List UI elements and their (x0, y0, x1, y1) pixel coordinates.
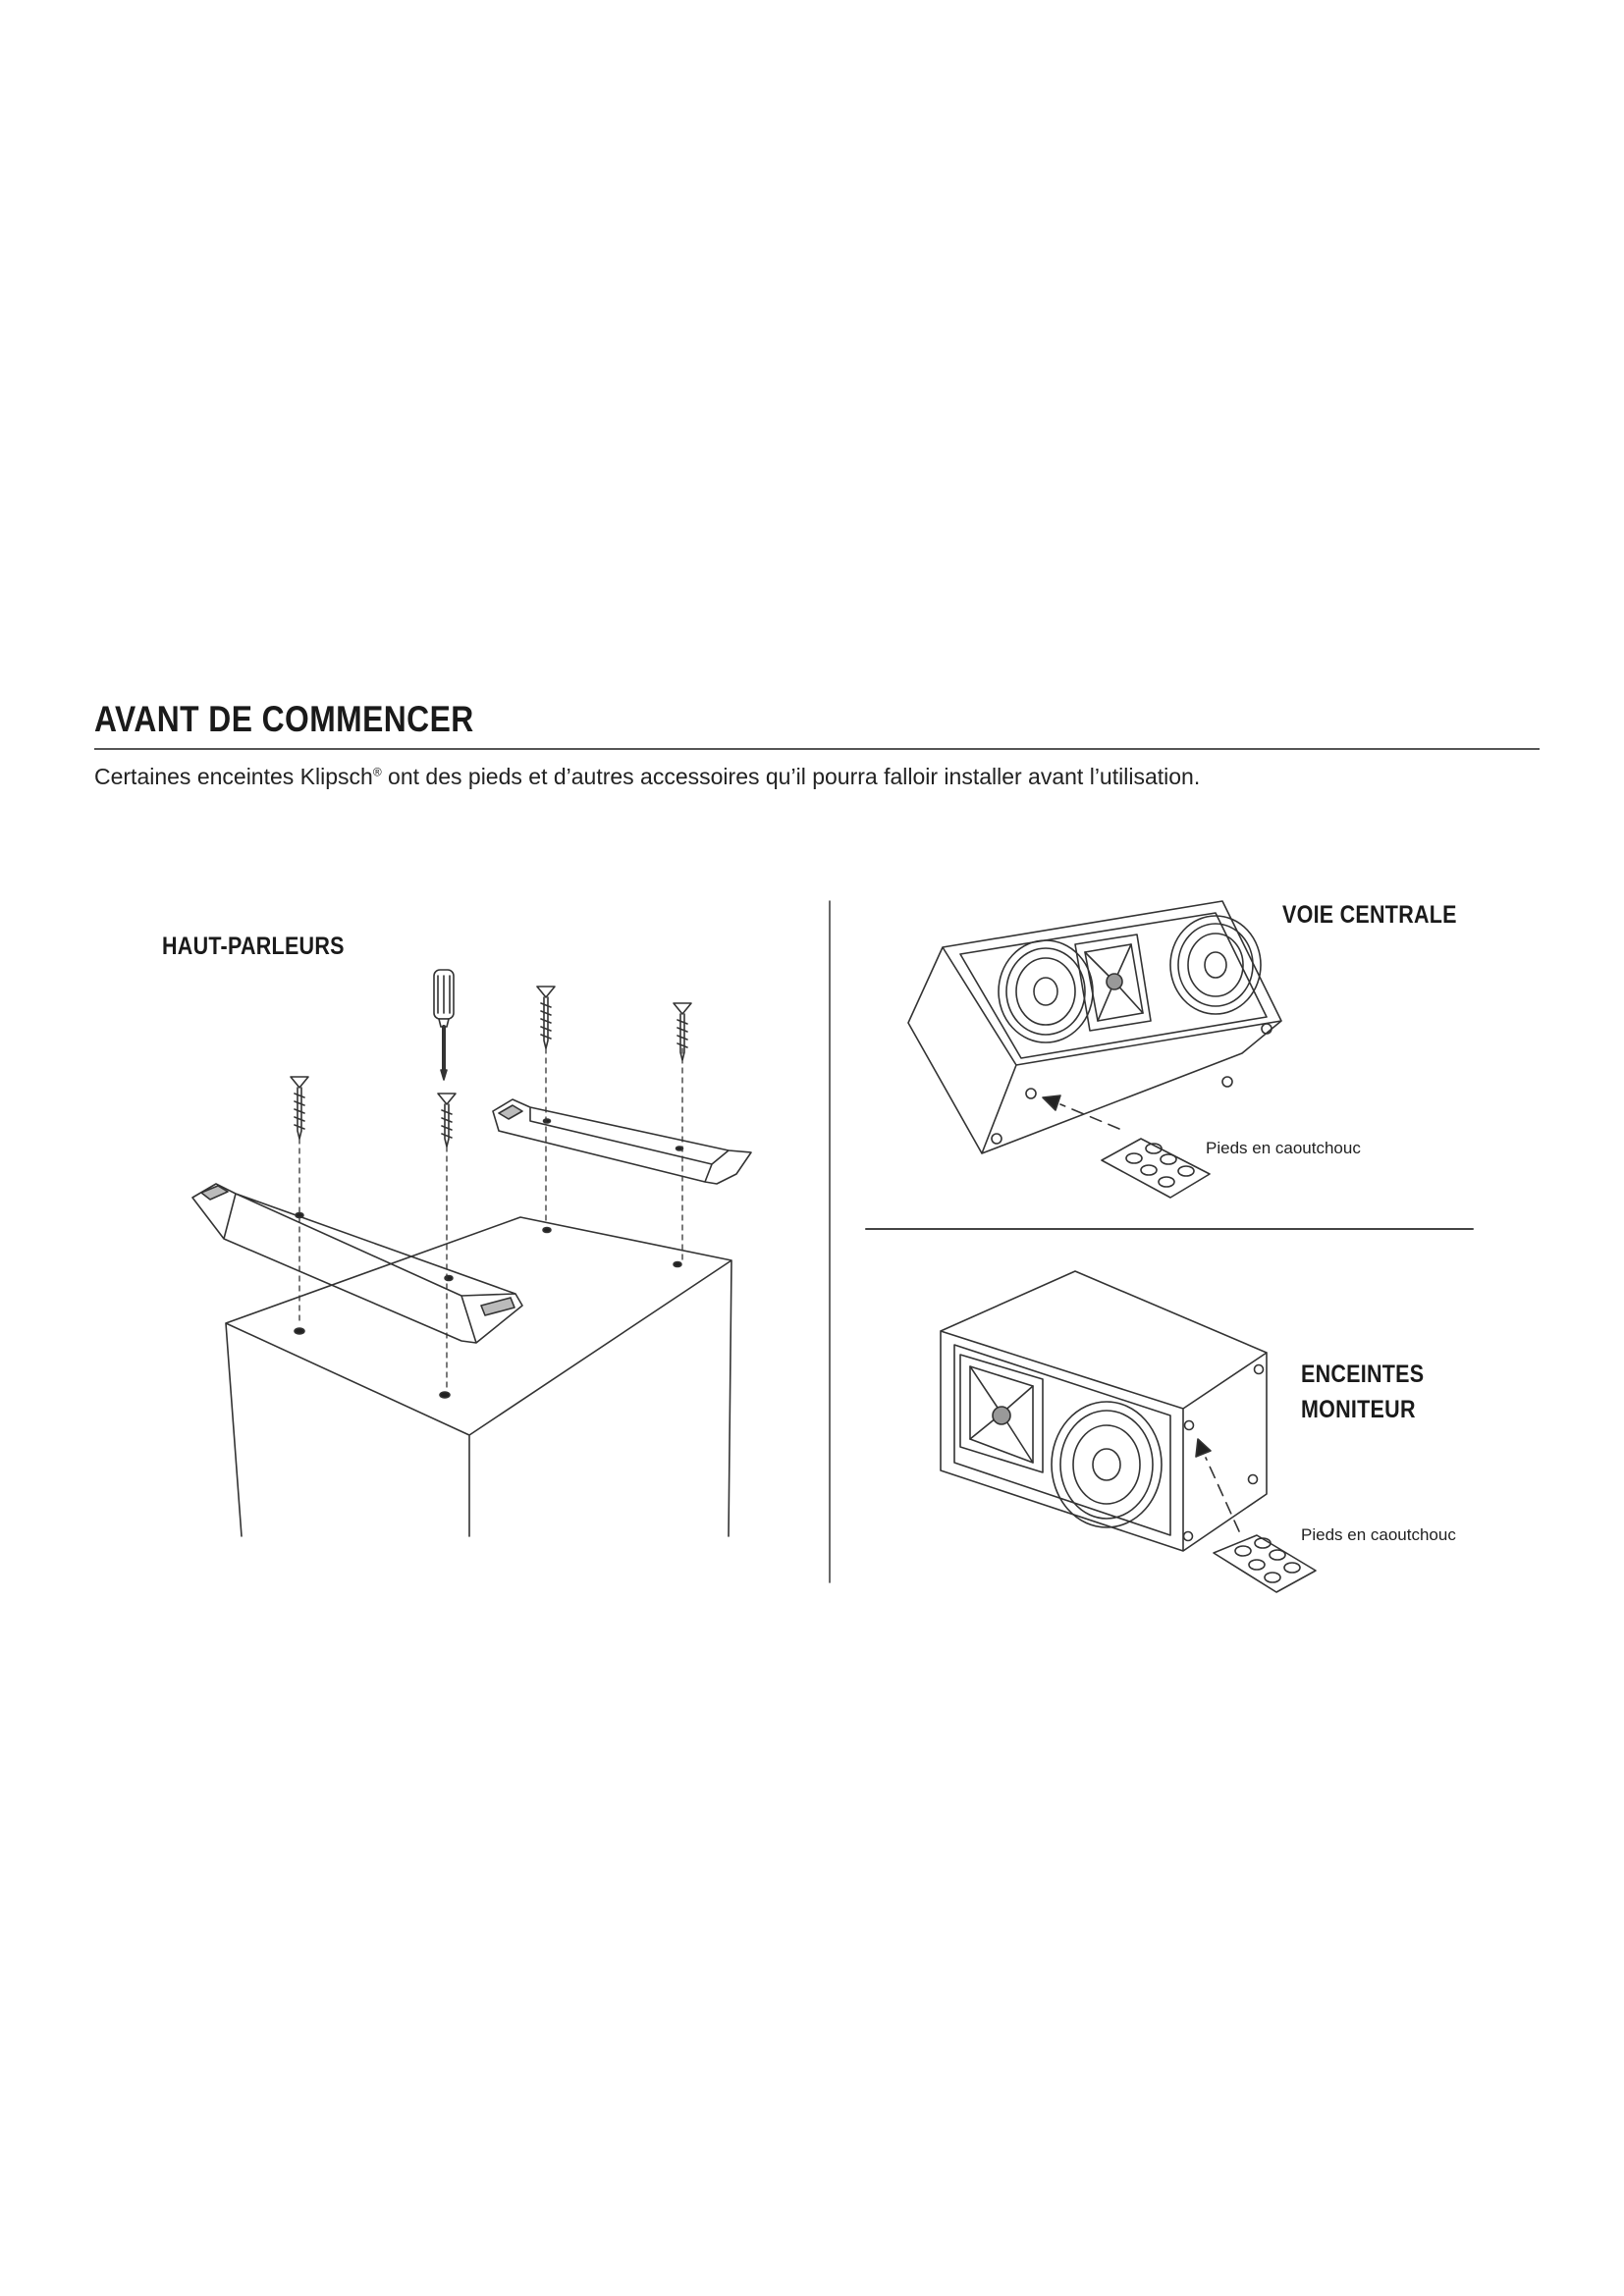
monitor-feet-callout: Pieds en caoutchouc (1301, 1525, 1456, 1544)
screw-icon (537, 987, 555, 1048)
woofer-icon (1170, 916, 1261, 1014)
registered-mark: ® (372, 765, 382, 779)
section-label-monitor-line1: ENCEINTES (1301, 1361, 1425, 1388)
page-title: AVANT DE COMMENCER (94, 699, 474, 739)
screw-icon (438, 1094, 456, 1147)
rubber-feet-icon (1102, 1139, 1210, 1198)
monitor-speaker-drawing (941, 1271, 1316, 1592)
section-label-center: VOIE CENTRALE (1282, 901, 1457, 929)
feet-arrow (1060, 1104, 1119, 1129)
feet-arrow (1206, 1458, 1239, 1531)
woofer-icon (1052, 1402, 1162, 1527)
woofer-icon (999, 940, 1093, 1042)
foot-outrigger-right (493, 1099, 751, 1184)
floorstanding-speaker-drawing (192, 970, 751, 1536)
section-label-floorstanding: HAUT-PARLEURS (162, 933, 345, 960)
tweeter-horn-icon (960, 1355, 1043, 1472)
mount-hole (295, 1328, 304, 1334)
screwdriver-icon (434, 970, 454, 1080)
foot-outrigger-left (192, 1184, 522, 1343)
mount-hole (543, 1228, 551, 1233)
intro-text-end: ont des pieds et d’autres accessoires qu’il pourra falloir installer avant l’utilisation. (381, 764, 1201, 789)
speaker-cabinet (226, 1217, 731, 1536)
mount-hole (674, 1262, 681, 1267)
monitor-baffle (954, 1345, 1170, 1535)
screw-guide-lines (299, 1048, 682, 1390)
center-cabinet (908, 901, 1281, 1153)
mount-hole (440, 1392, 450, 1398)
center-feet-callout: Pieds en caoutchouc (1206, 1139, 1361, 1157)
section-label-monitor-line2: MONITEUR (1301, 1396, 1416, 1423)
screw-icon (291, 1077, 308, 1139)
intro-text-start: Certaines enceintes Klipsch (94, 764, 373, 789)
